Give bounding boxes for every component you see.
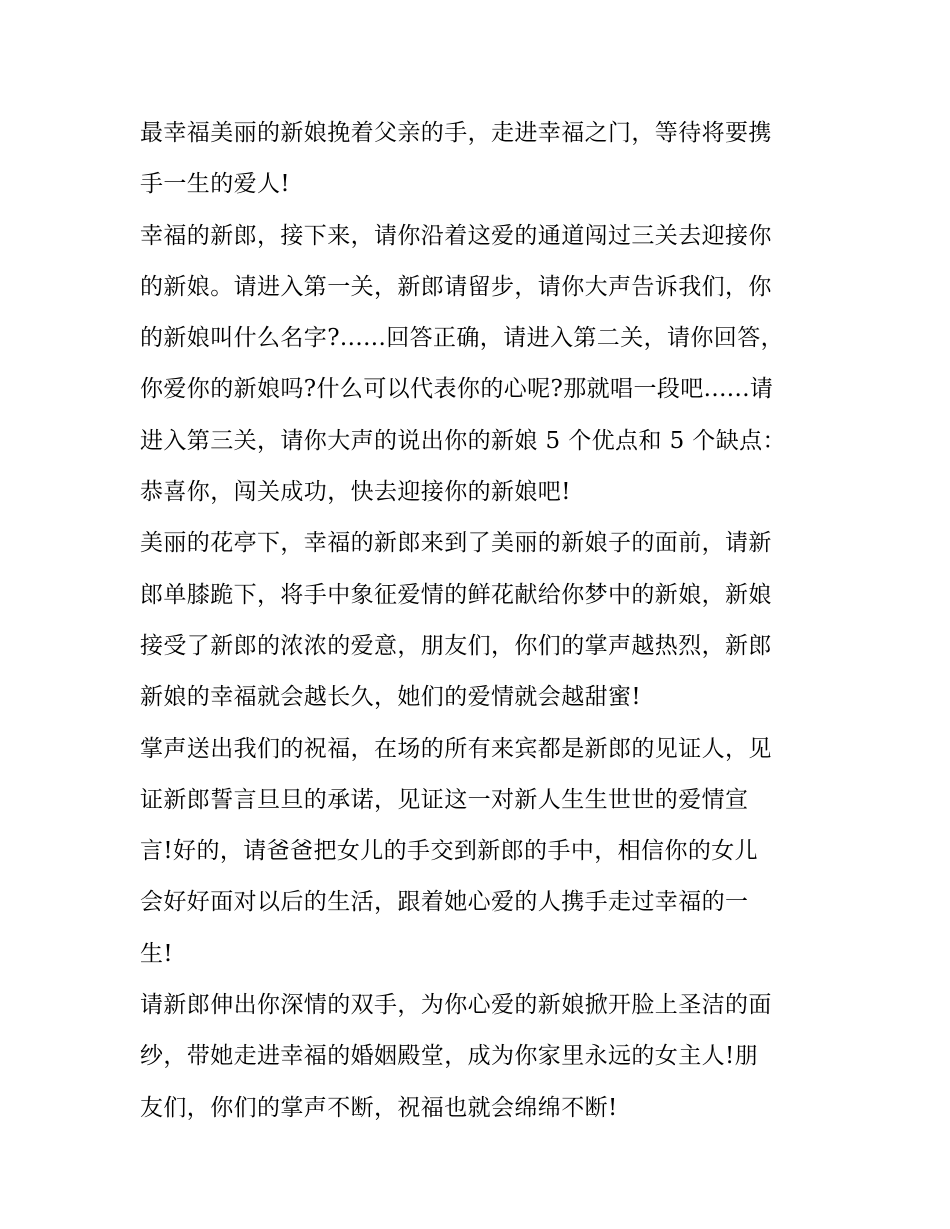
text-line: 友们，你们的掌声不断，祝福也就会绵绵不断! bbox=[140, 1094, 618, 1121]
text-line: 生! bbox=[140, 940, 174, 967]
text-line: 接受了新郎的浓浓的爱意，朋友们，你们的掌声越热烈，新郎 bbox=[140, 632, 772, 659]
text-line: 会好好面对以后的生活，跟着她心爱的人携手走过幸福的一 bbox=[140, 889, 749, 916]
text-line: 进入第三关，请你大声的说出你的新娘 5 个优点和 5 个缺点： bbox=[140, 427, 786, 454]
text-line: 美丽的花亭下，幸福的新郎来到了美丽的新娘子的面前，请新 bbox=[140, 530, 772, 557]
text-line: 幸福的新郎，接下来，请你沿着这爱的通道闯过三关去迎接你 bbox=[140, 222, 772, 249]
text-line: 言!好的，请爸爸把女儿的手交到新郎的手中，相信你的女儿 bbox=[140, 838, 759, 865]
text-line: 纱，带她走进幸福的婚姻殿堂，成为你家里永远的女主人!朋 bbox=[140, 1043, 759, 1070]
text-line: 最幸福美丽的新娘挽着父亲的手，走进幸福之门，等待将要携 bbox=[140, 120, 772, 146]
text-line: 你爱你的新娘吗?什么可以代表你的心呢?那就唱一段吧......请 bbox=[140, 376, 774, 403]
text-line: 的新娘。请进入第一关，新郎请留步，请你大声告诉我们，你 bbox=[140, 273, 772, 300]
body-text bbox=[140, 108, 820, 1134]
text-line: 请新郎伸出你深情的双手，为你心爱的新娘掀开脸上圣洁的面 bbox=[140, 992, 772, 1019]
text-line: 证新郎誓言旦旦的承诺，见证这一对新人生生世世的爱情宣 bbox=[140, 786, 749, 813]
text-line: 恭喜你，闯关成功，快去迎接你的新娘吧! bbox=[140, 479, 571, 506]
text-line: 手一生的爱人! bbox=[140, 171, 291, 198]
text-line: 郎单膝跪下，将手中象征爱情的鲜花献给你梦中的新娘，新娘 bbox=[140, 581, 772, 608]
text-line: 新娘的幸福就会越长久，她们的爱情就会越甜蜜! bbox=[140, 684, 642, 711]
text-line: 的新娘叫什么名字?......回答正确，请进入第二关，请你回答， bbox=[140, 325, 784, 352]
text-line: 掌声送出我们的祝福，在场的所有来宾都是新郎的见证人，见 bbox=[140, 735, 772, 762]
